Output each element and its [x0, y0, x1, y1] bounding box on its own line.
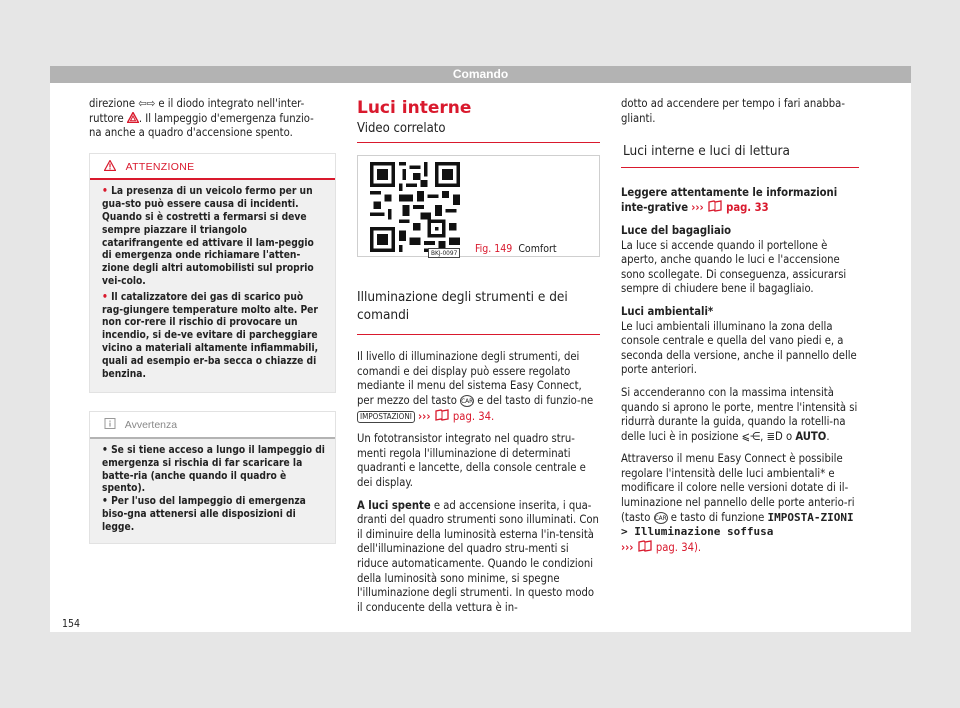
warning-header: [90, 154, 335, 181]
paragraph-3: A luci spente e ad accensione inserita, i qua-dranti del quadro strumenti sono illuminati. Con il diminuire della luminosità esterna l'in-tensità dell'illuminazione del quadro stru-menti si riduce automaticamente. Quando le condizioni della luminosità sono minime, si spegne l'illuminazione degli strumenti. In questo modo il conducente della vettura è in-: [357, 498, 599, 614]
subsection-title: Luci interne e luci di lettura: [621, 144, 859, 168]
column-2: [357, 97, 600, 623]
paragraph-continuation: dotto ad accendere per tempo i fari anabba-glianti.: [621, 97, 845, 125]
page-number: 154: [62, 618, 81, 630]
note-item: • Se si tiene acceso a lungo il lampeggio di emergenza si rischia di far scaricare la batte-ria (anche quando il quadro è spento).: [102, 444, 325, 495]
subsection-title: Illuminazione degli strumenti e dei comandi: [357, 288, 600, 335]
luggage-section: Luce del bagagliaio La luce si accende quando il portellone è aperto, anche quando le luci e l'accensione sono scollegate. Di conseguenza, assicurarsi sempre di chiudere bene il bagagliaio.: [621, 223, 847, 296]
page-header: Comando: [50, 66, 911, 83]
book-reference-icon: [434, 409, 450, 421]
warning-item: • La presenza di un veicolo fermo per un gua-sto può essere causa di incidenti. Quando si è costretti a fermarsi si deve sempre piazzare il triangolo catarifrangente ed attivare il lam-peggio di emergenza onde richiamare l'atten-zione degli altri automobilisti sul proprio vei-colo.: [102, 186, 314, 287]
ambient-paragraph-2: Si accenderanno con la massima intensità quando si aprono le porte, mentre l'intensità si ridurrà durante la guida, quando la rotelli-na delle luci è in posizione ⩽⋲, ≣D o AUTO.: [621, 385, 858, 443]
note-header: [90, 412, 335, 439]
reference-arrows: ›››: [621, 540, 634, 554]
reference-arrows: ›››: [418, 409, 431, 423]
auto-position-label: AUTO: [795, 429, 827, 443]
column-1: [89, 97, 336, 544]
video-heading: Video correlato: [357, 122, 600, 144]
ambient-section: Luci ambientali* Le luci ambientali illuminano la zona della console centrale e quella del vano piedi e, a seconda della versione, anche il pannello delle porte anteriori.: [621, 304, 857, 377]
read-notice: Leggere attentamente le informazioni inte-grative ››› pag. 33: [621, 185, 838, 215]
figure-caption: Fig. 149 Comfort: [475, 243, 557, 256]
warning-item: • Il catalizzatore dei gas di scarico può rag-giungere temperature molto alte. Per non cor-rere il rischio di provocare un incendio, si de-ve evitare di parcheggiare vicino a materiali altamente infiammabili, quali ad esempio er-ba secca o chiazze di benzina.: [102, 291, 319, 380]
qr-code-image[interactable]: [370, 162, 460, 252]
note-body: [90, 439, 335, 543]
warning-body: [90, 180, 335, 392]
menu-path: IMPOSTA-ZIONI > Illuminazione soffusa: [621, 510, 854, 539]
warning-triangle-icon: [104, 160, 116, 171]
book-reference-icon: [707, 200, 723, 212]
note-box: [89, 411, 336, 543]
section-title: Luci interne: [357, 98, 472, 118]
page-reference[interactable]: pag. 33: [726, 201, 769, 215]
page-reference[interactable]: pag. 34).: [652, 540, 702, 554]
car-key-icon: CAR: [461, 396, 474, 405]
note-title: Avvertenza: [124, 419, 178, 432]
turn-signal-icons: ⇦⇨: [138, 97, 156, 110]
low-beam-icon: ≣D: [766, 429, 783, 443]
info-icon: [104, 418, 116, 429]
hazard-triangle-icon: [127, 112, 139, 123]
warning-box: [89, 153, 336, 394]
page-reference[interactable]: pag. 34.: [449, 409, 495, 423]
settings-key-icon: IMPOSTAZIONI: [357, 411, 415, 423]
parking-light-icon: ⩽⋲: [741, 429, 761, 443]
book-reference-icon: [637, 540, 653, 552]
column-3: [621, 97, 859, 563]
warning-title: ATTENZIONE: [125, 160, 195, 173]
intro-paragraph: direzione ⇦⇨ e il diodo integrato nell'inter- ruttore . Il lampeggio d'emergenza funzio- na anche a quadro d'accensione spento.: [89, 97, 314, 140]
ambient-heading: Luci ambientali*: [621, 304, 714, 318]
qr-code-label: BKJ-0097: [428, 248, 460, 258]
luggage-heading: Luce del bagagliaio: [621, 223, 732, 237]
car-key-icon: CAR: [654, 513, 667, 522]
figure-box: [357, 155, 600, 257]
note-item: • Per l'uso del lampeggio di emergenza biso-gna attenersi alle disposizioni di legge.: [102, 496, 306, 533]
ambient-paragraph-3: Attraverso il menu Easy Connect è possibile regolare l'intensità delle luci ambientali* e modificare il colore nelle versioni dotate di il-luminazione nel pannello delle porte anterio-ri (tasto CAR e tasto di funzione IMPOSTA-ZIONI > Illuminazione soffusa ››› pag. 34).: [621, 452, 855, 554]
paragraph-1: Il livello di illuminazione degli strumenti, dei comandi e dei display può essere regolato mediante il menu del sistema Easy Connect, per mezzo del tasto CAR e del tasto di funzio-ne IMPOSTAZIONI ››› pag. 34.: [357, 350, 594, 423]
paragraph-2: Un fototransistor integrato nel quadro stru-menti regola l'illuminazione di determinati quadranti e lancette, della console centrale e dei display.: [357, 432, 586, 489]
